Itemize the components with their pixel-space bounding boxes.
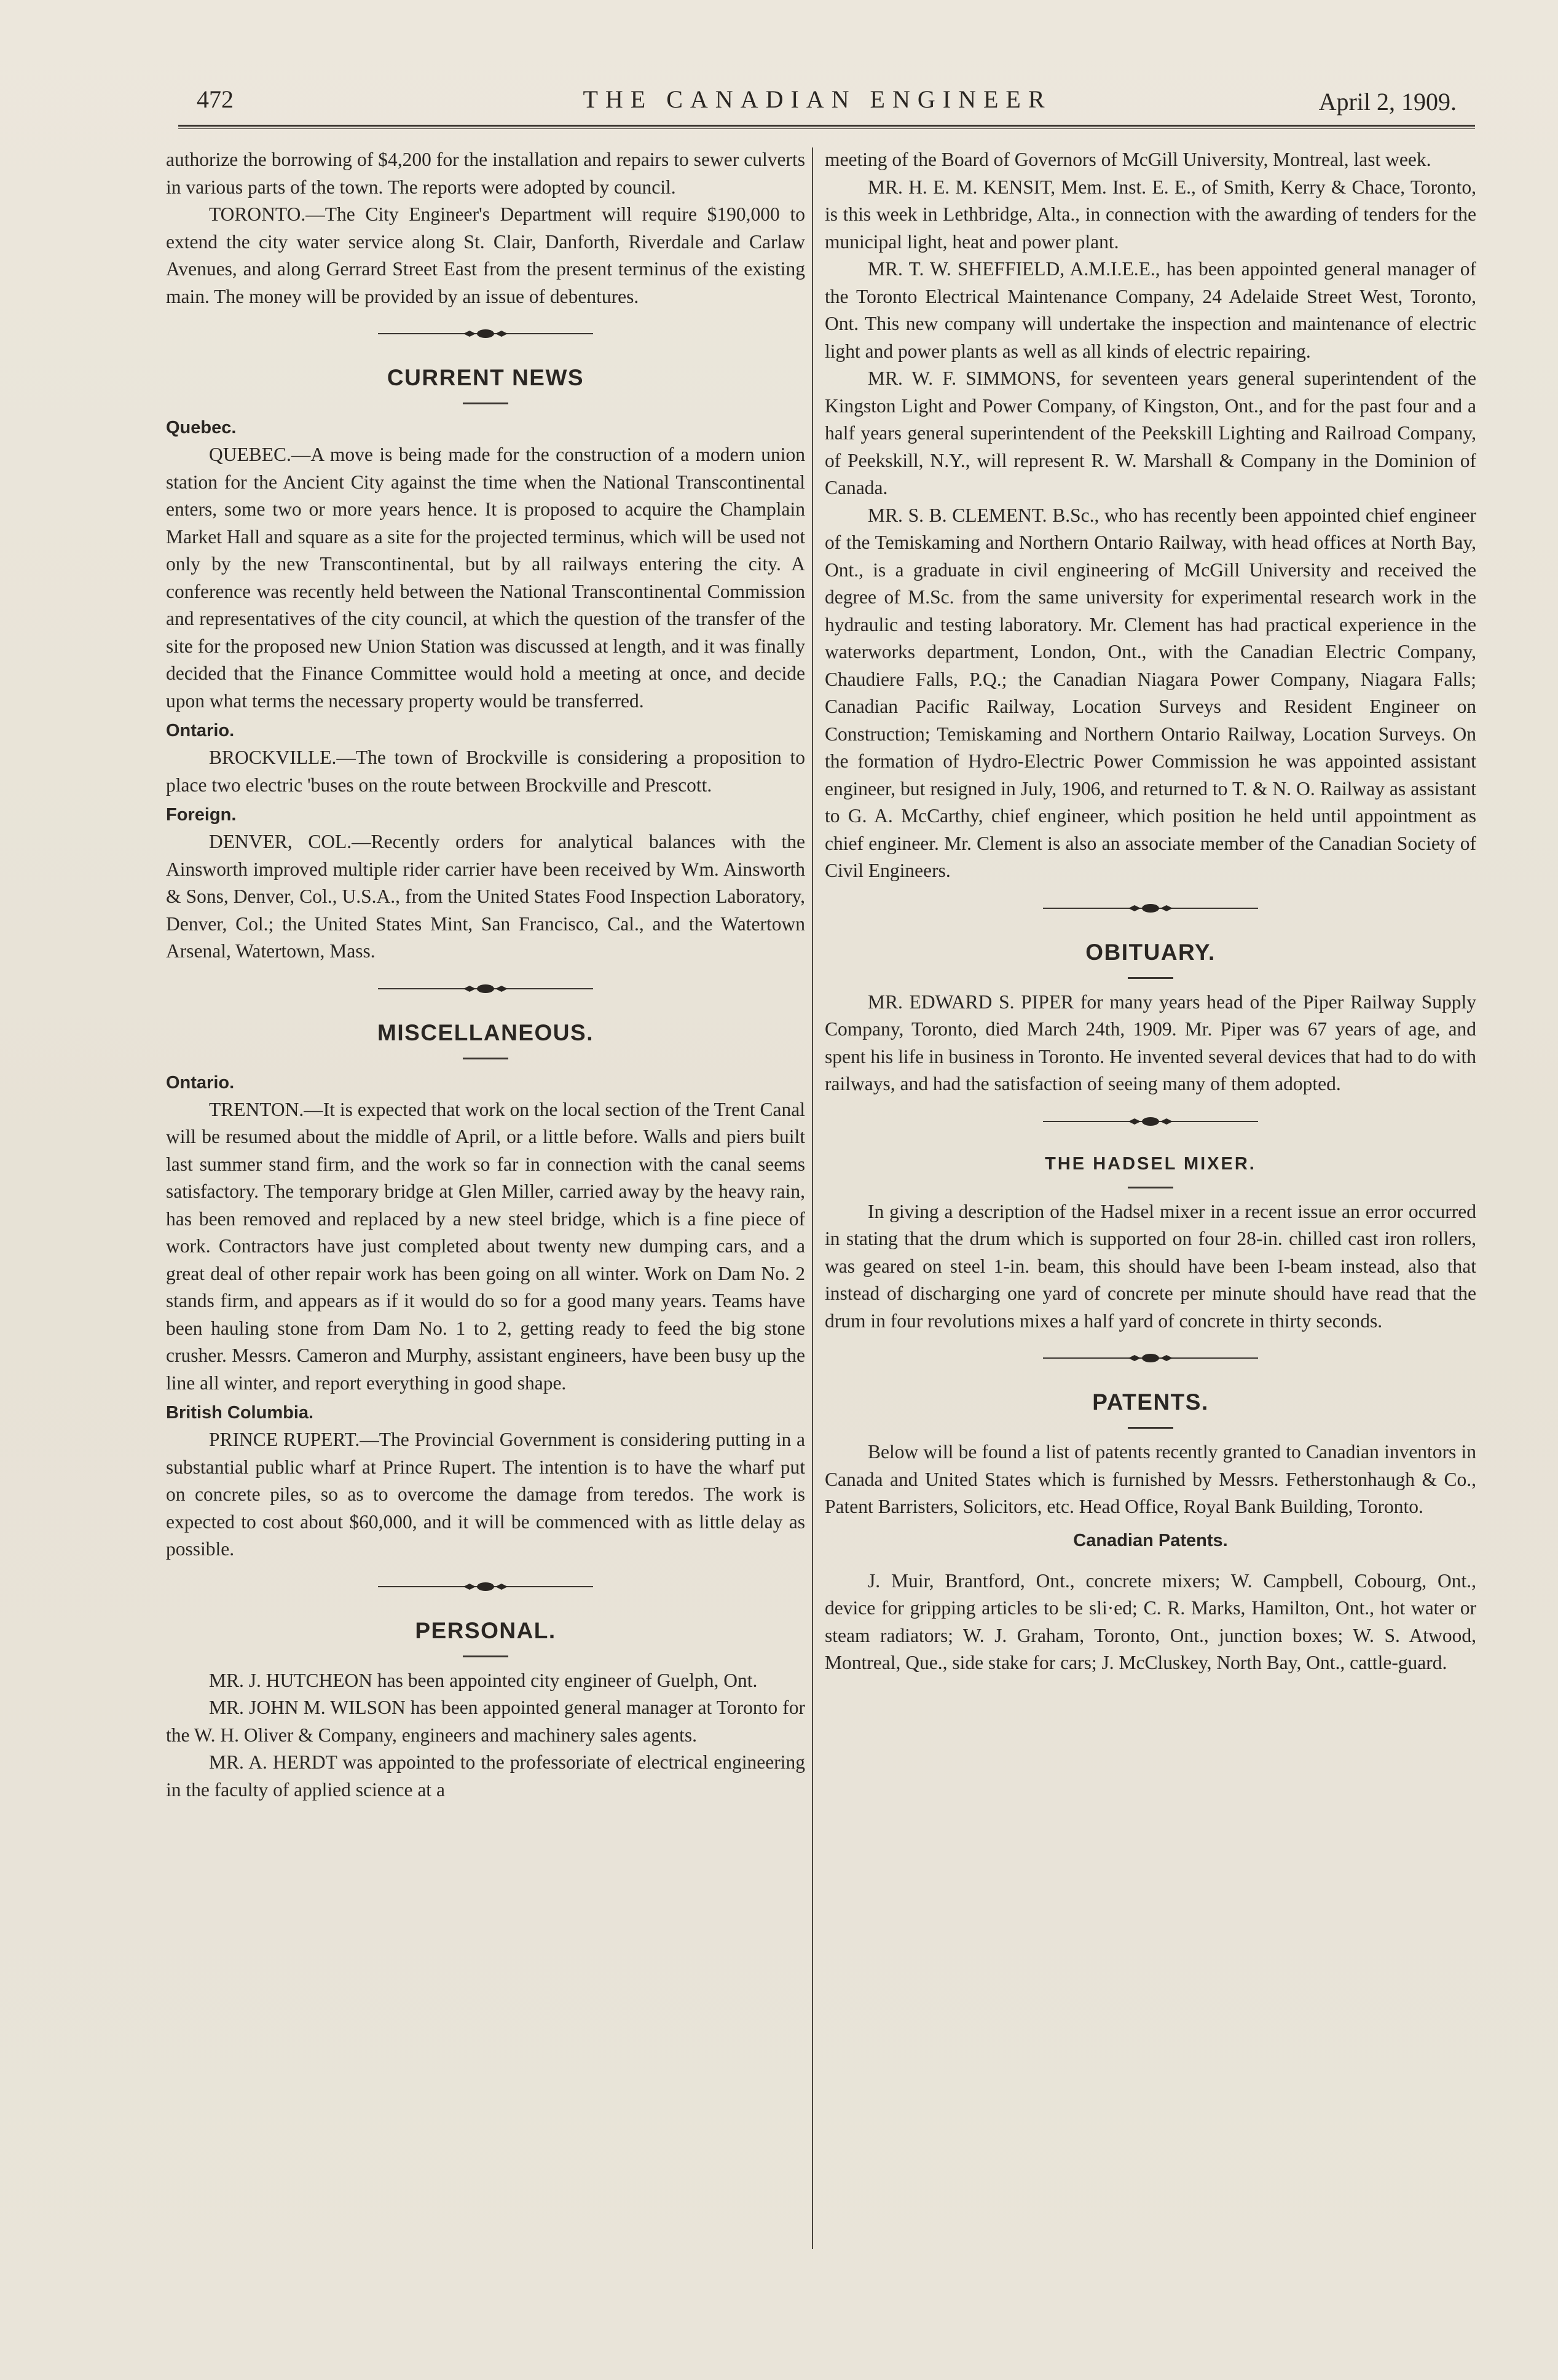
journal-title: THE CANADIAN ENGINEER xyxy=(583,85,1052,113)
quebec-paragraph: QUEBEC.—A move is being made for the construction of a modern union station for the Ancient City against the time when the National Transcontinental enters, some two or more years hence. It is proposed to acquire the Champlain Market Hall and square as a site for the projected terminus, which will be used not only by the new Transcontinental, but by all railways entering the city. A conference was recently held between the National Transcontinental Commission and representatives of the city council, at which the question of the transfer of the site for the proposed new Union Station was discussed at length, and it was finally decided that the Finance Committee would hold a meeting at once, and decide upon what terms the necessary property would be transferred. xyxy=(166,444,805,712)
clement-paragraph: MR. S. B. CLEMENT. B.Sc., who has recently been appointed chief engineer of the Temiskaming and Northern Ontario Railway, with head offices at North Bay, Ont., is a graduate in civil engineering of McGill University and received the degree of M.Sc. from the same university for experimental research work in the hydraulic and testing laboratory. Mr. Clement has had practical experience in the waterworks department, London, Ont., with the Canadian Electric Company, Chaudiere Falls, P.Q.; the Canadian Niagara Power Company, Niagara Falls; Canadian Pacific Railway, Location Surveys and Resident Engineer on Construction; Temiskaming and Northern Ontario Railway, Location Surveys. On the formation of Hydro-Electric Power Commission he was appointed assistant engineer, but resigned in July, 1906, and returned to T. & N. O. Railway as assistant to G. A. McCarthy, chief engineer, which position he held until appointment as chief engineer. Mr. Clement is also an associate member of the Canadian Society of Civil Engineers. xyxy=(825,504,1476,881)
patents-intro-paragraph: Below will be found a list of patents recently granted to Canadian inventors in Canada and United States which is furnished by Messrs. Fetherstonhaugh & Co., Patent Barristers, Solicitors, etc. Head Office, Royal Bank Building, Toronto. xyxy=(825,1441,1476,1517)
personal-title: PERSONAL. xyxy=(415,1617,556,1643)
british-columbia-heading: British Columbia. xyxy=(166,1403,314,1423)
herdt-continued-paragraph: meeting of the Board of Governors of McGill University, Montreal, last week. xyxy=(825,149,1431,170)
left-column xyxy=(166,146,805,1804)
ornament-icon xyxy=(1120,1113,1181,1130)
kensit-paragraph: MR. H. E. M. KENSIT, Mem. Inst. E. E., of Smith, Kerry & Chace, Toronto, is this week in Lethbridge, Alta., in connection with the awarding of tenders for the municipal light, heat and power plant. xyxy=(825,176,1476,253)
simmons-paragraph: MR. W. F. SIMMONS, for seventeen years general superintendent of the Kingston Light and Power Company, of Kingston, Ont., and for the past four and a half years general superintendent of the Peekskill Lighting and Railroad Company, of Peekskill, N.Y., will represent R. W. Marshall & Company in the Dominion of Canada. xyxy=(825,367,1476,498)
herdt-paragraph: MR. A. HERDT was appointed to the professoriate of electrical engineering in the faculty of applied science at a xyxy=(166,1751,805,1801)
hadsel-paragraph: In giving a description of the Hadsel mixer in a recent issue an error occurred in stating that the drum which is supported on four 28-in. chilled cast iron rollers, was geared on steel 1-in. beam, this should have been I-beam instead, also that instead of discharging one yard of concrete per minute should have read that the drum in four revolutions mixes a half yard of concrete in thirty seconds. xyxy=(825,1200,1476,1332)
hadsel-mixer-title: THE HADSEL MIXER. xyxy=(1045,1153,1256,1174)
header-rule xyxy=(178,125,1475,129)
miscellaneous-title: MISCELLANEOUS. xyxy=(377,1019,594,1045)
ornament-icon xyxy=(1120,900,1181,917)
ornament-divider xyxy=(378,321,593,346)
column-divider xyxy=(812,147,813,2249)
title-rule xyxy=(463,1655,508,1657)
ontario-heading: Ontario. xyxy=(166,1072,235,1093)
toronto-paragraph: TORONTO.—The City Engineer's Department will require $190,000 to extend the city water service along St. Clair, Danforth, Riverdale and Carlaw Avenues, and along Gerrard Street East from the present terminus of the existing main. The money will be provided by an issue of debentures. xyxy=(166,203,805,307)
brockville-paragraph: BROCKVILLE.—The town of Brockville is considering a proposition to place two electric 'buses on the route between Brockville and Prescott. xyxy=(166,747,805,796)
ontario-heading: Ontario. xyxy=(166,721,235,740)
title-rule xyxy=(1128,977,1173,979)
ornament-icon xyxy=(1120,1349,1181,1367)
right-column xyxy=(825,146,1476,1677)
title-rule xyxy=(463,403,508,404)
sheffield-paragraph: MR. T. W. SHEFFIELD, A.M.I.E.E., has been appointed general manager of the Toronto Electrical Maintenance Company, 24 Adelaide Street West, Toronto, Ont. This new company will undertake the inspection and maintenance of electric light and power plants as well as all kinds of electric repairing. xyxy=(825,258,1476,362)
sewer-paragraph: authorize the borrowing of $4,200 for the installation and repairs to sewer culverts in various parts of the town. The reports were adopted by council. xyxy=(166,149,805,198)
title-rule xyxy=(1128,1187,1173,1188)
foreign-heading: Foreign. xyxy=(166,805,237,825)
denver-paragraph: DENVER, COL.—Recently orders for analytical balances with the Ainsworth improved multiple rider carrier have been received by Wm. Ainsworth & Sons, Denver, Col., U.S.A., from the United States Food Inspection Laboratory, Denver, Col.; the United States Mint, San Francisco, Cal., and the Watertown Arsenal, Watertown, Mass. xyxy=(166,831,805,962)
canadian-patents-heading: Canadian Patents. xyxy=(1073,1530,1228,1550)
quebec-heading: Quebec. xyxy=(166,418,237,438)
ornament-divider xyxy=(378,976,593,1001)
ornament-divider xyxy=(1043,1109,1258,1134)
ornament-icon xyxy=(455,1578,516,1595)
page-number: 472 xyxy=(197,85,234,113)
piper-paragraph: MR. EDWARD S. PIPER for many years head of the Piper Railway Supply Company, Toronto, died March 24th, 1909. Mr. Piper was 67 years of age, and spent his life in business in Toronto. He invented several devices that had to do with railways, and had the satisfaction of seeing many of them adopted. xyxy=(825,991,1476,1094)
trenton-paragraph: TRENTON.—It is expected that work on the local section of the Trent Canal will be resumed about the middle of April, or a little before. Walls and piers built last summer stand firm, and the work so far in connection with the canal seems satisfactory. The temporary bridge at Glen Miller, carried away by the heavy rain, has been removed and replaced by a new steel bridge, which is a fine piece of work. Contractors have just completed about twenty new dumping cars, and a great deal of other repair work has been going on all winter. Work on Dam No. 2 stands firm, and appears as if it would do so for a good many years. Teams have been hauling stone from Dam No. 1 to 2, getting ready to feed the big stone crusher. Messrs. Cameron and Murphy, assistant engineers, have been busy up the line all winter, and report everything in good shape. xyxy=(166,1098,805,1394)
ornament-divider xyxy=(1043,1346,1258,1370)
patents-title: PATENTS. xyxy=(1092,1389,1209,1415)
current-news-title: CURRENT NEWS xyxy=(387,365,584,390)
title-rule xyxy=(1128,1427,1173,1429)
page-header xyxy=(154,80,1481,123)
ornament-divider xyxy=(378,1574,593,1599)
ornament-icon xyxy=(455,325,516,342)
prince-rupert-paragraph: PRINCE RUPERT.—The Provincial Government is considering putting in a substantial public wharf at Prince Rupert. The intention is to have the wharf put on concrete piles, so as to overcome the damage from teredos. The work is expected to cost about $60,000, and it will be commenced with as little delay as possible. xyxy=(166,1429,805,1560)
ornament-divider xyxy=(1043,896,1258,921)
hutcheon-paragraph: MR. J. HUTCHEON has been appointed city engineer of Guelph, Ont. xyxy=(209,1669,758,1691)
title-rule xyxy=(463,1058,508,1059)
obituary-title: OBITUARY. xyxy=(1085,939,1216,965)
ornament-icon xyxy=(455,980,516,997)
patents-list-paragraph: J. Muir, Brantford, Ont., concrete mixers; W. Campbell, Cobourg, Ont., device for gripping articles to be sli·ed; C. R. Marks, Hamilton, Ont., hot water or steam radiators; W. J. Graham, Toronto, Ont., junction boxes; W. S. Atwood, Montreal, Que., side stake for cars; J. McCluskey, North Bay, Ont., cattle-guard. xyxy=(825,1569,1476,1673)
wilson-paragraph: MR. JOHN M. WILSON has been appointed general manager at Toronto for the W. H. Oliver & Company, engineers and machinery sales agents. xyxy=(166,1697,805,1746)
issue-date: April 2, 1909. xyxy=(1318,88,1457,116)
